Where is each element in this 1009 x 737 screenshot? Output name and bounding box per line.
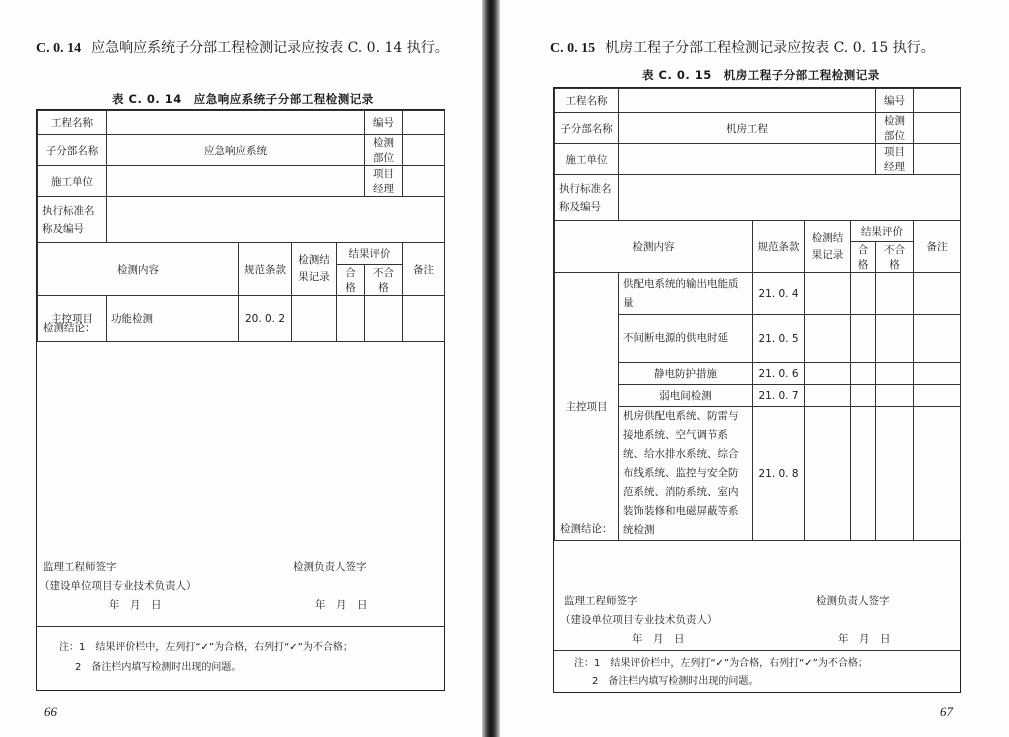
inspector-date: 年 月 日 [838,633,891,645]
fail-cell[interactable] [876,363,914,385]
serial-no-field[interactable] [403,111,445,135]
pass-cell[interactable] [851,363,876,385]
construction-unit-field[interactable] [619,144,876,175]
record-form [36,109,445,691]
record-cell[interactable] [805,363,851,385]
table-caption: 表 C. 0. 14 应急响应系统子分部工程检测记录 [112,92,374,106]
clause-cell: 20. 0. 2 [239,296,292,342]
serial-no-field[interactable] [914,89,961,113]
remark-cell[interactable] [914,407,961,541]
inspection-dept-label: 检测部位 [365,135,403,166]
subsection-name-label: 子分部名称 [555,113,619,144]
inspector-sign-label: 检测负责人签字 [293,561,367,573]
note-1: 注：1 结果评价栏中，左列打“✓”为合格，右列打“✓”为不合格； [59,642,353,653]
remark-header: 备注 [403,243,445,296]
remark-cell[interactable] [914,315,961,363]
remark-header: 备注 [914,221,961,273]
inspection-dept-field[interactable] [403,135,445,166]
serial-no-label: 编号 [876,89,914,113]
subsection-name-value: 应急响应系统 [107,135,365,166]
supervisor-note: （建设单位项目专业技术负责人） [560,614,718,626]
conclusion-label: 检测结论： [560,523,613,535]
section-text: 机房工程子分部工程检测记录应按表 C. 0. 15 执行。 [605,40,935,56]
record-form [553,87,961,693]
content-cell: 功能检测 [107,296,239,342]
supervisor-date: 年 月 日 [632,633,685,645]
record-cell[interactable] [805,385,851,407]
clause-header: 规范条款 [239,243,292,296]
subsection-name-label: 子分部名称 [38,135,107,166]
project-manager-field[interactable] [403,166,445,197]
clause-header: 规范条款 [753,221,805,273]
remark-cell[interactable] [914,273,961,315]
remark-cell[interactable] [914,363,961,385]
content-cell: 静电防护措施 [619,363,753,385]
category-cell: 主控项目 [555,273,619,541]
construction-unit-label: 施工单位 [555,144,619,175]
inspector-date: 年 月 日 [315,599,368,611]
fail-cell[interactable] [365,296,403,342]
content-cell: 机房供配电系统、防雷与接地系统、空气调节系统、给水排水系统、综合布线系统、监控与安全防范系统、消防系统、室内装饰装修和电磁屏蔽等系统检测 [619,407,753,541]
construction-unit-field[interactable] [107,166,365,197]
fail-cell[interactable] [876,273,914,315]
project-name-field[interactable] [107,111,365,135]
record-cell[interactable] [805,273,851,315]
book-spine [482,0,500,737]
remark-cell[interactable] [403,296,445,342]
supervisor-sign-label: 监理工程师签字 [43,561,117,573]
section-heading [550,38,990,59]
pass-cell[interactable] [851,315,876,363]
note-2: 2 备注栏内填写检测时出现的问题。 [592,676,759,687]
content-cell: 不间断电源的供电时延 [619,315,753,363]
supervisor-date: 年 月 日 [109,599,162,611]
project-name-field[interactable] [619,89,876,113]
subsection-name-value: 机房工程 [619,113,876,144]
notes-divider [554,650,960,651]
project-manager-label: 项目经理 [876,144,914,175]
project-manager-field[interactable] [914,144,961,175]
supervisor-note: （建设单位项目专业技术负责人） [39,580,197,592]
pass-cell[interactable] [851,273,876,315]
table-row [38,296,445,342]
record-cell[interactable] [805,315,851,363]
header-table [37,110,445,342]
inspection-dept-label: 检测部位 [876,113,914,144]
page-number: 66 [44,704,57,719]
clause-cell: 21. 0. 7 [753,385,805,407]
remark-cell[interactable] [914,385,961,407]
conclusion-label: 检测结论： [43,322,96,334]
header-table [554,88,961,541]
section-code: C. 0. 15 [550,41,596,56]
clause-cell: 21. 0. 6 [753,363,805,385]
note-1: 注：1 结果评价栏中，左列打“✓”为合格，右列打“✓”为不合格； [574,658,868,669]
standard-label: 执行标准名称及编号 [38,197,107,243]
construction-unit-label: 施工单位 [38,166,107,197]
content-cell: 弱电间检测 [619,385,753,407]
category-cell: 主控项目 [38,296,107,342]
standard-field[interactable] [107,197,445,243]
pass-cell[interactable] [851,407,876,541]
notes-divider [37,626,444,627]
record-cell[interactable] [805,407,851,541]
project-name-label: 工程名称 [555,89,619,113]
clause-cell: 21. 0. 8 [753,407,805,541]
content-cell: 供配电系统的输出电能质量 [619,273,753,315]
left-page [0,0,486,737]
inspection-dept-field[interactable] [914,113,961,144]
fail-cell[interactable] [876,315,914,363]
table-row [555,273,961,315]
project-name-label: 工程名称 [38,111,107,135]
fail-cell[interactable] [876,407,914,541]
pass-header: 合格 [851,242,876,273]
content-header: 检测内容 [38,243,239,296]
section-code: C. 0. 14 [36,41,82,56]
serial-no-label: 编号 [365,111,403,135]
pass-cell[interactable] [337,296,365,342]
supervisor-sign-label: 监理工程师签字 [564,595,638,607]
evaluation-header: 结果评价 [337,243,403,265]
clause-cell: 21. 0. 4 [753,273,805,315]
section-heading [36,38,456,59]
fail-header: 不合格 [876,242,914,273]
content-header: 检测内容 [555,221,753,273]
clause-cell: 21. 0. 5 [753,315,805,363]
table-caption: 表 C. 0. 15 机房工程子分部工程检测记录 [642,68,880,82]
standard-field[interactable] [619,175,961,221]
record-header: 检测结果记录 [292,243,337,296]
record-cell[interactable] [292,296,337,342]
page-number: 67 [940,704,953,719]
project-manager-label: 项目经理 [365,166,403,197]
section-text: 应急响应系统子分部工程检测记录应按表 C. 0. 14 执行。 [91,40,449,56]
evaluation-header: 结果评价 [851,221,914,242]
record-header: 检测结果记录 [805,221,851,273]
right-page [500,0,1009,737]
pass-cell[interactable] [851,385,876,407]
note-2: 2 备注栏内填写检测时出现的问题。 [75,662,242,673]
inspector-sign-label: 检测负责人签字 [816,595,890,607]
standard-label: 执行标准名称及编号 [555,175,619,221]
fail-header: 不合格 [365,265,403,296]
pass-header: 合格 [337,265,365,296]
fail-cell[interactable] [876,385,914,407]
